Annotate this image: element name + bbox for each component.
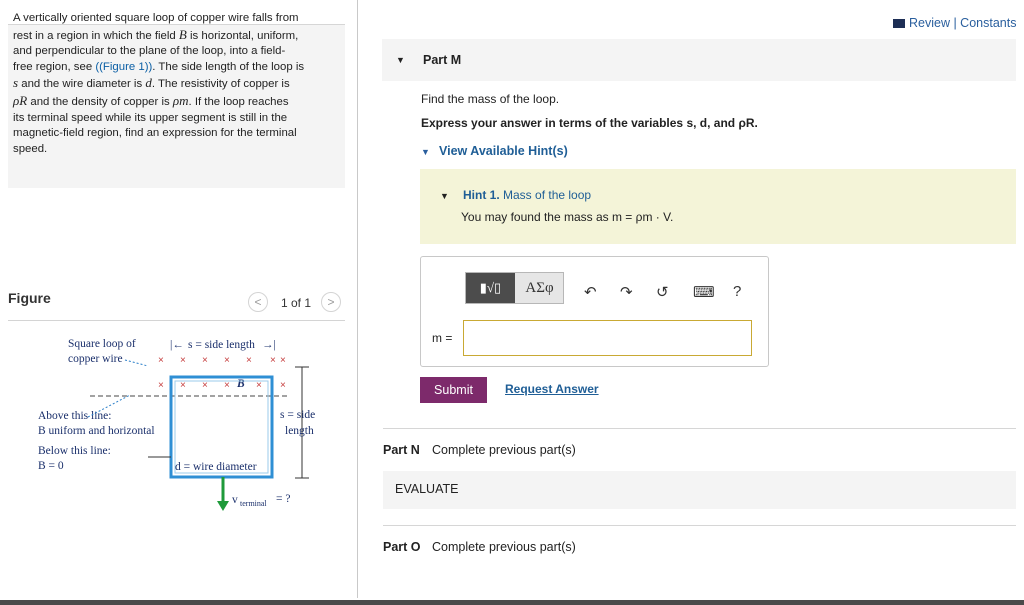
figure-link[interactable]: ((Figure 1)) [95,60,153,73]
label-loop-2: copper wire [68,353,123,365]
label-side-right: s = side [280,409,316,421]
part-n-title: Part N [383,443,420,457]
submit-button[interactable]: Submit [420,377,487,403]
request-answer-link[interactable]: Request Answer [505,382,599,396]
label-field-b: B [237,378,245,390]
svg-text:×: × [158,355,164,366]
svg-text:×: × [246,355,252,366]
part-n-status: Complete previous part(s) [432,443,576,457]
problem-text: A vertically oriented square loop of copper wire falls from rest in a region in which the field B is horizontal, uniform, and perpendicular to the plane of the loop, into a field- free region, see ((Figure 1)). The side length of the loop is s and the wire diameter is d. The resistivity of copper is ρR and the density of copper is ρm. If the loop reaches its terminal speed while its upper segment is still in the magnetic-field region, find an expression for the terminal speed. [13,12,305,155]
templates-button[interactable]: ▮√▯ [466,273,515,303]
hints-caret-icon[interactable]: ▼ [421,147,430,157]
prev-figure-button[interactable]: < [248,292,268,312]
express-instructions: Express your answer in terms of the variables s, d, and ρR. [421,116,758,130]
label-below-2: B = 0 [38,460,64,472]
label-below: Below this line: [38,445,111,457]
next-figure-button[interactable]: > [321,292,341,312]
separator [383,525,1016,526]
label-above-2: B uniform and horizontal [38,425,155,437]
view-hints-link[interactable]: View Available Hint(s) [439,144,568,158]
svg-text:×: × [180,355,186,366]
svg-text:×: × [158,380,164,391]
question-text: Find the mass of the loop. [421,92,560,106]
svg-text:×: × [180,380,186,391]
symbol-b: B [178,26,187,42]
book-icon [893,19,905,28]
undo-icon[interactable]: ↶ [584,284,597,301]
field-marks [158,355,286,391]
svg-text:×: × [224,355,230,366]
figure-counter: 1 of 1 [281,296,312,310]
bottom-border [0,600,1024,605]
velocity-arrowhead [217,501,229,511]
figure-separator [8,320,345,321]
part-m-header[interactable] [382,39,1016,81]
hint-text: You may found the mass as m = ρm · V. [461,210,674,224]
hint-box [420,169,1016,244]
figure-diagram [30,330,330,520]
answer-input[interactable] [463,320,752,356]
svg-text:×: × [224,380,230,391]
label-side-arrow: →| [262,339,276,351]
evaluate-label: EVALUATE [395,482,459,496]
copper-loop-inner [175,381,268,473]
part-o-status: Complete previous part(s) [432,540,576,554]
label-diameter: d = wire diameter [175,461,257,473]
figure-title: Figure [8,290,51,306]
label-loop: Square loop of [68,338,136,350]
help-icon[interactable]: ? [733,283,742,300]
label-side-top: |← [170,339,184,351]
caret-down-icon[interactable]: ▼ [396,55,405,65]
greek-symbols-button[interactable]: ΑΣφ [525,280,554,296]
label-above: Above this line: [38,410,112,422]
svg-text:×: × [280,380,286,391]
redo-icon[interactable]: ↷ [620,284,633,301]
part-o-title: Part O [383,540,421,554]
hint-title[interactable]: Hint 1. Mass of the loop [463,188,592,202]
separator [383,428,1016,429]
label-v-terminal-eq: = ? [276,493,291,505]
label-v-terminal: v [232,494,238,506]
svg-text:×: × [270,355,276,366]
label-side-length: s = side length [188,339,255,351]
hint-caret-icon[interactable]: ▼ [440,191,449,201]
reset-icon[interactable]: ↺ [656,284,669,301]
keyboard-icon[interactable]: ⌨ [693,284,715,301]
svg-text:×: × [256,380,262,391]
review-constants-link[interactable]: Review | Constants [893,16,1016,30]
label-side-right-2: length [285,425,314,437]
svg-text:×: × [202,380,208,391]
loop-leader [125,360,148,366]
svg-text:×: × [280,355,286,366]
svg-text:×: × [202,355,208,366]
evaluate-section[interactable] [383,471,1016,509]
label-v-terminal-sub: terminal [240,499,267,508]
panel-divider [357,0,358,598]
part-m-title: Part M [423,53,462,67]
answer-label: m = [432,331,453,345]
